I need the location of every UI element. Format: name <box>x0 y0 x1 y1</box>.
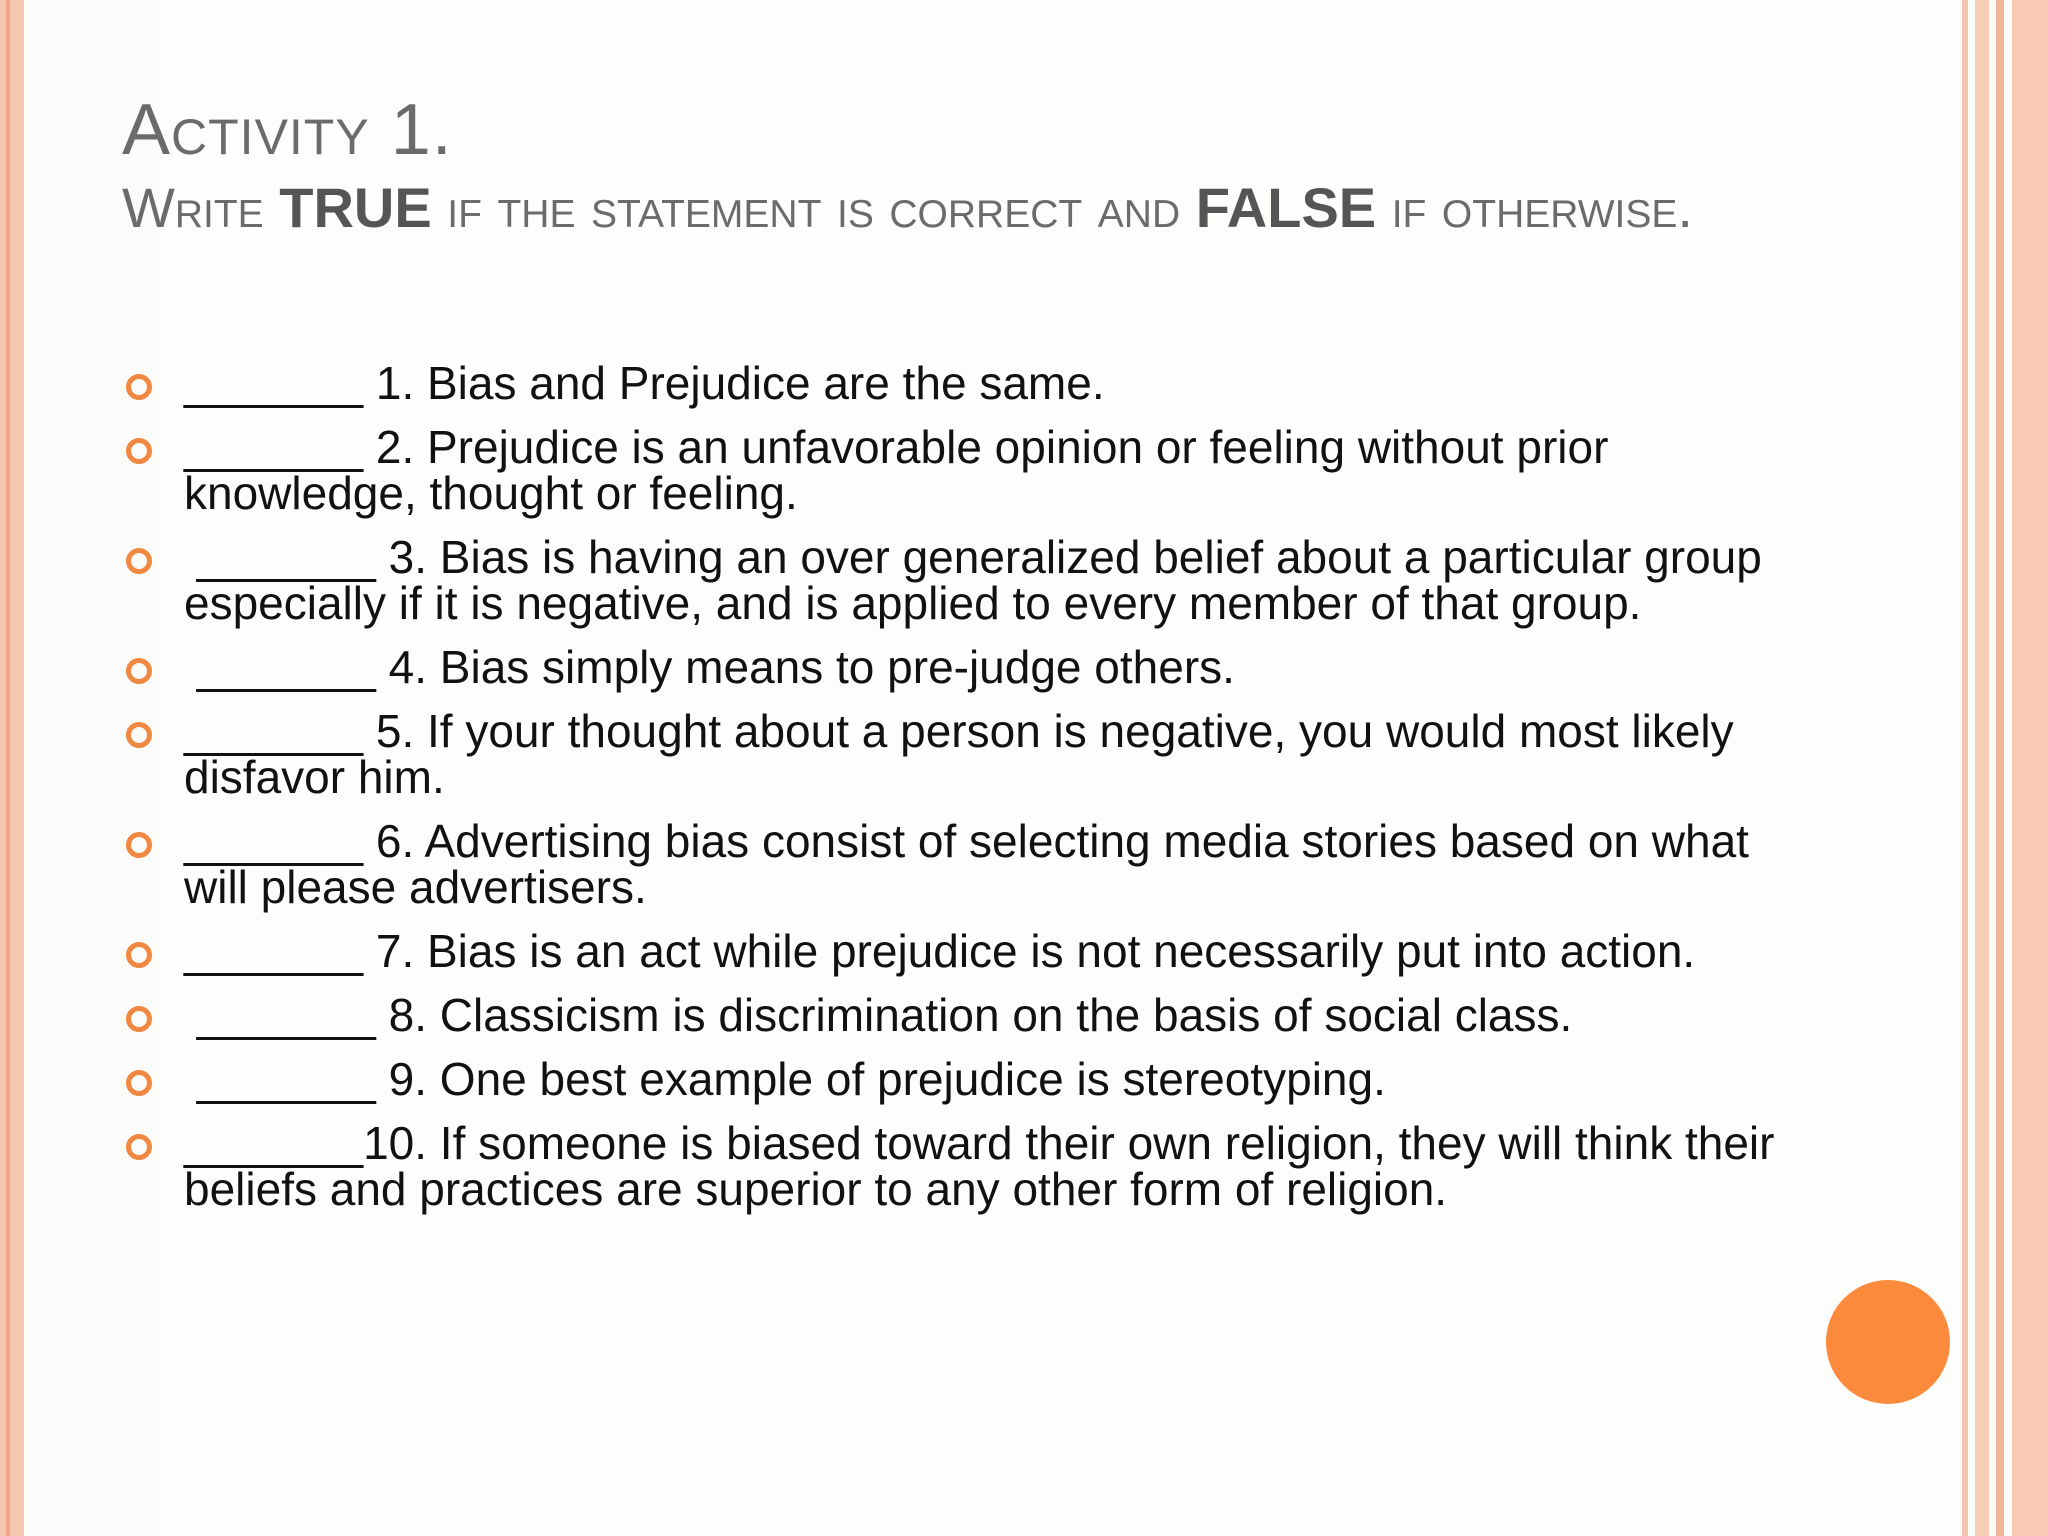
slide-title <box>122 86 1822 242</box>
activity-heading: Activity 1. <box>122 90 453 170</box>
statement-text: _______ 4. Bias simply means to pre-judge others. <box>184 641 1235 693</box>
statement-text: _______ 2. Prejudice is an unfavorable opinion or feeling without prior knowledge, thought or feeling. <box>184 421 1609 519</box>
statement-item <box>120 1053 1780 1105</box>
statement-text: _______ 1. Bias and Prejudice are the same. <box>184 357 1105 409</box>
right-border-stripe <box>1962 0 1968 1536</box>
right-border-stripe <box>2012 0 2048 1536</box>
bullet-circle-icon <box>126 548 152 574</box>
bullet-circle-icon <box>126 1070 152 1096</box>
bullet-circle-icon <box>126 832 152 858</box>
statement-item <box>120 1117 1780 1215</box>
statement-text: _______10. If someone is biased toward their own religion, they will think their beliefs and practices are superior to any other form of religion. <box>184 1117 1775 1215</box>
statement-item <box>120 815 1780 913</box>
statement-text: _______ 6. Advertising bias consist of selecting media stories based on what will please advertisers. <box>184 815 1749 913</box>
statement-item <box>120 641 1780 693</box>
bullet-circle-icon <box>126 942 152 968</box>
right-border-stripe <box>1975 0 1989 1536</box>
statement-text: _______ 8. Classicism is discrimination on the basis of social class. <box>184 989 1573 1041</box>
bullet-circle-icon <box>126 1006 152 1032</box>
bullet-circle-icon <box>126 374 152 400</box>
statement-item <box>120 705 1780 803</box>
bullet-circle-icon <box>126 1134 152 1160</box>
statement-item <box>120 357 1780 409</box>
statement-list <box>120 357 1780 1230</box>
statement-item <box>120 421 1780 519</box>
statement-item <box>120 925 1780 977</box>
statement-item <box>120 989 1780 1041</box>
left-border-line <box>6 0 10 1536</box>
statement-text: _______ 9. One best example of prejudice is stereotyping. <box>184 1053 1386 1105</box>
bullet-circle-icon <box>126 658 152 684</box>
instruction-false: FALSE <box>1195 176 1377 239</box>
instruction-mid: if the statement is correct and <box>431 176 1196 239</box>
bullet-circle-icon <box>126 438 152 464</box>
decorative-orange-circle <box>1826 1280 1950 1404</box>
instruction-text <box>122 174 1822 242</box>
statement-text: _______ 7. Bias is an act while prejudice is not necessarily put into action. <box>184 925 1696 977</box>
statement-text: _______ 5. If your thought about a person is negative, you would most likely disfavor him. <box>184 705 1734 803</box>
right-border-stripe <box>1996 0 2004 1536</box>
instruction-pre: Write <box>122 176 280 239</box>
instruction-true: TRUE <box>279 176 432 239</box>
statement-item <box>120 531 1780 629</box>
instruction-post: if otherwise. <box>1376 176 1693 239</box>
bullet-circle-icon <box>126 722 152 748</box>
statement-text: _______ 3. Bias is having an over generalized belief about a particular group especially if it is negative, and is applied to every member of that group. <box>184 531 1775 629</box>
left-border-band <box>0 0 24 1536</box>
